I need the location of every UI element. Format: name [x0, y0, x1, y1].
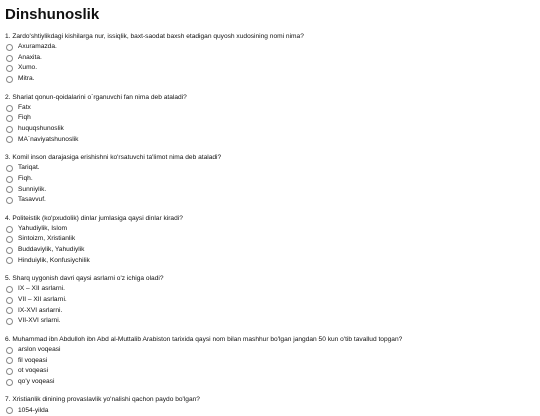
- radio-button[interactable]: [6, 105, 13, 112]
- radio-button[interactable]: [6, 126, 13, 133]
- radio-button[interactable]: [6, 226, 13, 233]
- answer-label: 1054-yilda: [18, 406, 49, 414]
- answer-label: IX-XVI asrlarni.: [18, 306, 63, 314]
- answer-option[interactable]: [5, 74, 535, 85]
- answer-label: Fiqh: [18, 114, 31, 122]
- radio-button[interactable]: [6, 236, 13, 243]
- answer-label: Hinduiylik, Konfusiychilik: [18, 256, 90, 264]
- answer-option[interactable]: [5, 295, 535, 306]
- question-text: 6. Muhammad ibn Abdulloh ibn Abd al-Muttalib Arabiston tarixida qaysi nom bilan mashhur bo'lgan jangdan 50 kun o'tib tavallud topgan?: [5, 335, 403, 343]
- radio-button[interactable]: [6, 186, 13, 193]
- radio-button[interactable]: [6, 55, 13, 62]
- radio-button[interactable]: [6, 165, 13, 172]
- answer-label: Yahudiylik, Islom: [18, 224, 67, 232]
- radio-button[interactable]: [6, 297, 13, 304]
- radio-button[interactable]: [6, 136, 13, 143]
- radio-button[interactable]: [6, 44, 13, 51]
- answer-option[interactable]: [5, 356, 535, 367]
- answer-option[interactable]: [5, 345, 535, 356]
- answer-label: qo'y voqeasi: [18, 377, 55, 385]
- radio-button[interactable]: [6, 176, 13, 183]
- answer-option[interactable]: [5, 163, 535, 174]
- answer-option[interactable]: [5, 63, 535, 74]
- radio-button[interactable]: [6, 379, 13, 386]
- question-text: 7. Xristianlik dinining provaslavlik yo'nalishi qachon paydo bo'lgan?: [5, 396, 200, 404]
- answer-label: Tasavvuf.: [18, 196, 46, 204]
- radio-button[interactable]: [6, 197, 13, 204]
- question-2: [5, 93, 535, 146]
- answer-label: arslon voqeasi: [18, 346, 61, 353]
- radio-button[interactable]: [6, 357, 13, 364]
- answer-option[interactable]: [5, 135, 535, 146]
- answer-option[interactable]: [5, 245, 535, 256]
- radio-button[interactable]: [6, 115, 13, 122]
- answer-label: Xumo.: [18, 64, 38, 72]
- answer-option[interactable]: [5, 377, 535, 388]
- answer-option[interactable]: [5, 124, 535, 135]
- radio-button[interactable]: [6, 307, 13, 314]
- answer-option[interactable]: [5, 224, 535, 235]
- answer-label: Buddaviylik, Yahudiylik: [18, 246, 85, 254]
- radio-button[interactable]: [6, 65, 13, 72]
- answer-option[interactable]: [5, 53, 535, 64]
- answer-option[interactable]: [5, 306, 535, 317]
- answer-label: huquqshunoslik: [18, 124, 64, 132]
- answer-option[interactable]: [5, 284, 535, 295]
- answer-label: Anaxita.: [18, 53, 42, 61]
- question-list: [5, 32, 535, 416]
- radio-button[interactable]: [6, 407, 13, 414]
- answer-option[interactable]: [5, 195, 535, 206]
- answer-label: VII-XVI srlarni.: [18, 317, 61, 325]
- answer-label: MA`naviyatshunoslik: [18, 135, 79, 143]
- radio-button[interactable]: [6, 318, 13, 325]
- answer-option[interactable]: [5, 103, 535, 114]
- answer-option[interactable]: [5, 174, 535, 185]
- radio-button[interactable]: [6, 286, 13, 293]
- radio-button[interactable]: [6, 76, 13, 83]
- answer-label: Fatx: [18, 103, 31, 111]
- answer-label: IX – XII asrlarni.: [18, 285, 65, 293]
- answer-label: Sunniylik.: [18, 185, 47, 193]
- answer-option[interactable]: [5, 366, 535, 377]
- question-4: [5, 214, 535, 267]
- answer-label: Axuramazda.: [18, 43, 57, 51]
- answer-label: Tariqat.: [18, 164, 40, 172]
- question-3: [5, 153, 535, 206]
- answer-option[interactable]: [5, 316, 535, 327]
- question-1: [5, 32, 535, 85]
- radio-button[interactable]: [6, 257, 13, 264]
- question-5: [5, 274, 535, 327]
- answer-label: Fiqh.: [18, 174, 33, 182]
- question-text: 1. Zardo'shtiylikdagi kishilarga nur, issiqlik, baxt-saodat baxsh etadigan quyosh xudosining nomi nima?: [5, 33, 304, 40]
- page-title: Dinshunoslik: [5, 6, 100, 23]
- answer-option[interactable]: [5, 185, 535, 196]
- answer-option[interactable]: [5, 256, 535, 267]
- radio-button[interactable]: [6, 347, 13, 354]
- question-6: [5, 335, 535, 388]
- question-7: [5, 395, 535, 416]
- question-text: 3. Komil inson darajasiga erishishni ko'rsatuvchi ta'limot nima deb ataladi?: [5, 154, 222, 162]
- answer-option[interactable]: [5, 406, 535, 416]
- answer-label: ot voqeasi: [18, 367, 49, 375]
- question-text: 5. Sharq uygonish davri qaysi asrlarni o'z ichiga oladi?: [5, 275, 164, 283]
- answer-label: Mitra.: [18, 74, 35, 82]
- answer-option[interactable]: [5, 234, 535, 245]
- radio-button[interactable]: [6, 247, 13, 254]
- radio-button[interactable]: [6, 368, 13, 375]
- question-text: 4. Politeistik (ko'pxudolik) dinlar jumlasiga qaysi dinlar kiradi?: [5, 214, 183, 222]
- answer-label: VII – XII asrlarni.: [18, 296, 67, 304]
- answer-option[interactable]: [5, 42, 535, 53]
- answer-label: Sintoizm, Xristianlik: [18, 235, 76, 243]
- answer-label: fil voqeasi: [18, 356, 48, 364]
- answer-option[interactable]: [5, 113, 535, 124]
- question-text: 2. Shariat qonun-qoidalarini o`rganuvchi fan nima deb ataladi?: [5, 93, 187, 101]
